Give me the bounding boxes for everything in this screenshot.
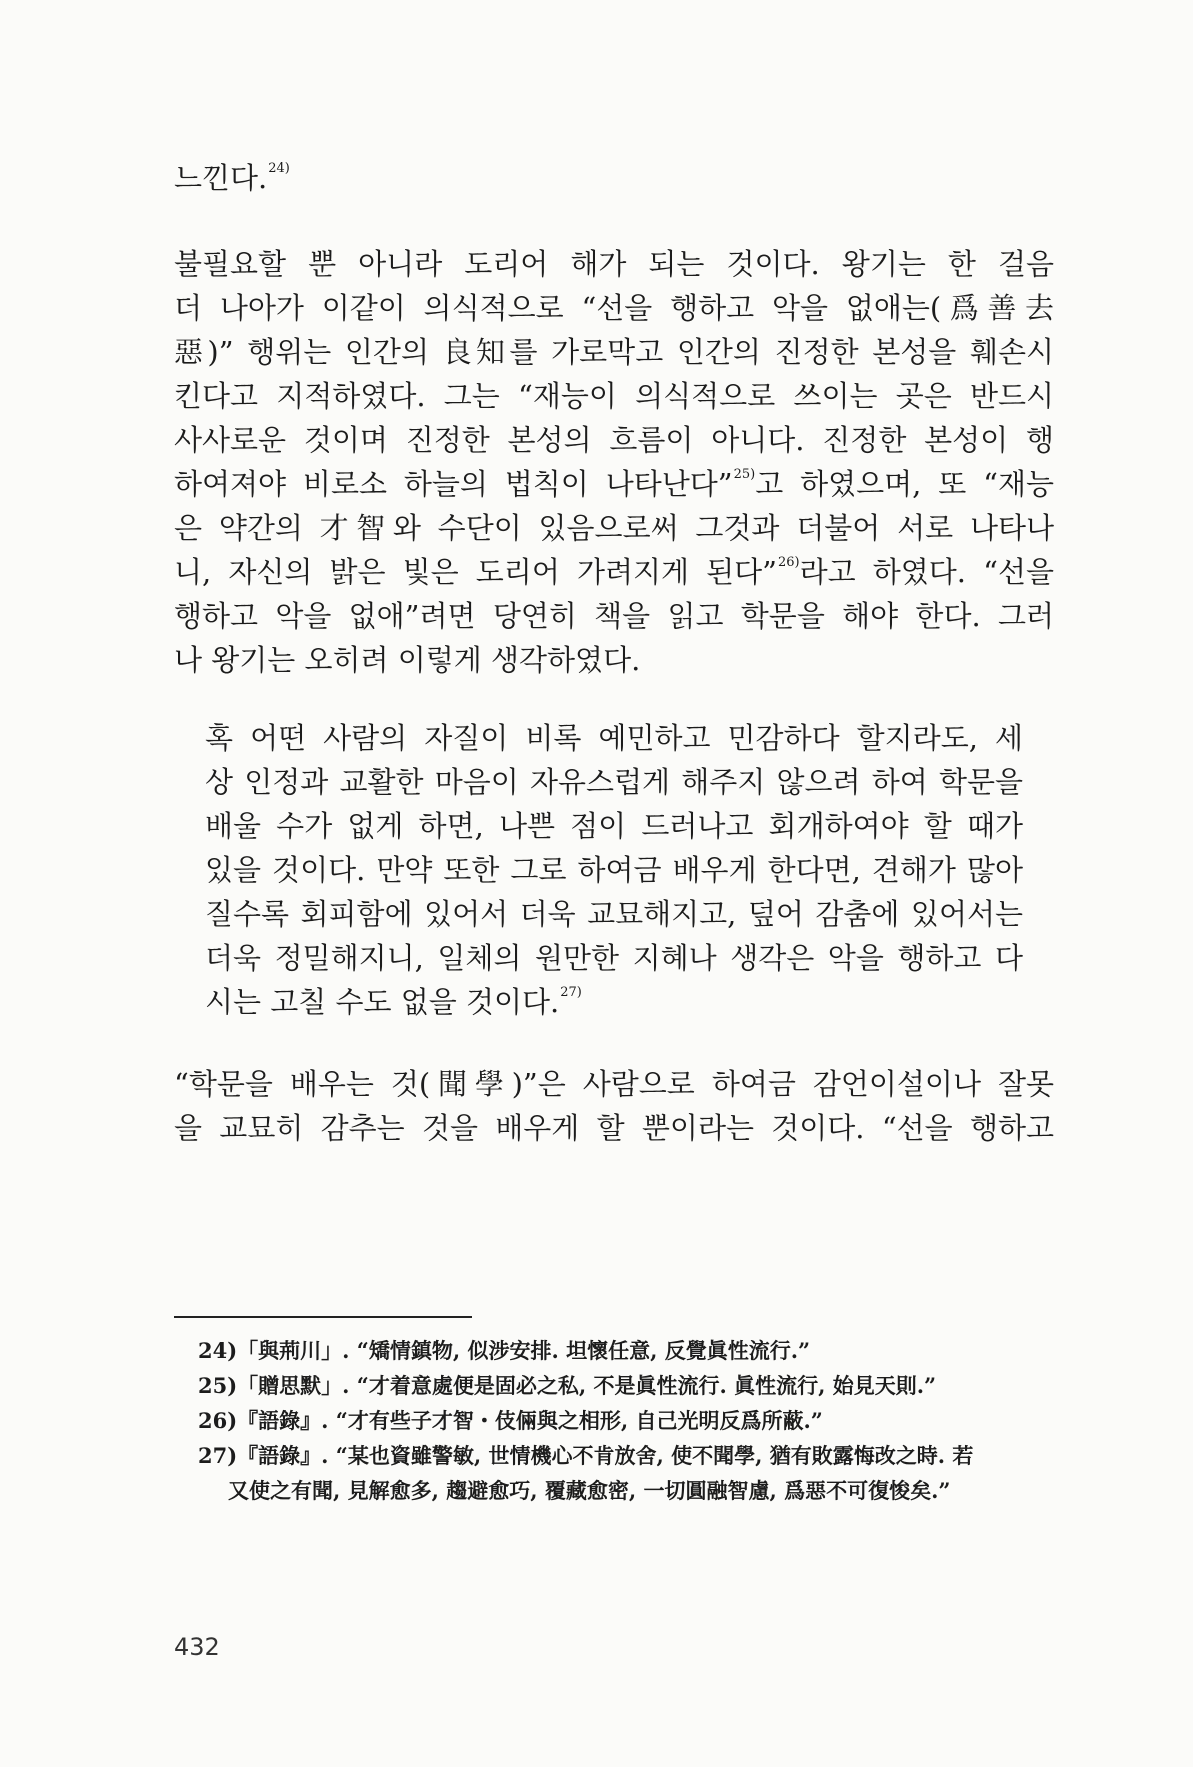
footnote-ref-26[interactable]: 26) bbox=[777, 555, 800, 570]
quote-line: 배울 수가 없게 하면, 나쁜 점이 드러나고 회개하여야 할 때가 bbox=[205, 809, 1023, 843]
footnote-26: 26)『語錄』. “才有些子才智・伎倆與之相形, 自己光明反爲所蔽.” bbox=[198, 1408, 823, 1433]
footnote-ref-25[interactable]: 25) bbox=[733, 467, 756, 482]
text-run: 니, 자신의 밝은 빛은 도리어 가려지게 된다” bbox=[174, 555, 777, 589]
page-number: 432 bbox=[174, 1633, 220, 1661]
footnote-27-continued: 又使之有聞, 見解愈多, 趨避愈巧, 覆藏愈密, 一切圓融智慮, 爲惡不可復悛矣.” bbox=[228, 1478, 951, 1503]
body-line: 킨다고 지적하였다. 그는 “재능이 의식적으로 쓰이는 곳은 반드시 bbox=[174, 379, 1054, 413]
body-line: “학문을 배우는 것(聞學)”은 사람으로 하여금 감언이설이나 잘못 bbox=[174, 1067, 1054, 1101]
paragraph-fragment bbox=[174, 158, 1054, 198]
body-line: 행하고 악을 없애”려면 당연히 책을 읽고 학문을 해야 한다. 그러 bbox=[174, 599, 1054, 633]
text-run: 느낀다. bbox=[174, 161, 268, 195]
footnote-24: 24)「與荊川」. “矯情鎮物, 似涉安排. 坦懷任意, 反覺眞性流行.” bbox=[198, 1338, 811, 1363]
text-run: 라고 하였다. “선을 bbox=[799, 555, 1054, 589]
quote-line bbox=[205, 982, 1023, 1022]
body-line bbox=[174, 464, 1054, 504]
quote-line: 있을 것이다. 만약 또한 그로 하여금 배우게 한다면, 견해가 많아 bbox=[205, 853, 1023, 887]
body-line: 사사로운 것이며 진정한 본성의 흐름이 아니다. 진정한 본성이 행 bbox=[174, 423, 1054, 457]
body-line: 나 왕기는 오히려 이렇게 생각하였다. bbox=[174, 643, 641, 677]
quote-line: 혹 어떤 사람의 자질이 비록 예민하고 민감하다 할지라도, 세 bbox=[205, 721, 1023, 755]
text-run: 하여져야 비로소 하늘의 법칙이 나타난다” bbox=[174, 467, 733, 501]
quote-line: 질수록 회피함에 있어서 더욱 교묘해지고, 덮어 감춤에 있어서는 bbox=[205, 897, 1023, 931]
body-line: 더 나아가 이같이 의식적으로 “선을 행하고 악을 없애는(爲善去 bbox=[174, 291, 1054, 325]
footnote-25: 25)「贈思默」. “才着意處便是固必之私, 不是眞性流行. 眞性流行, 始見天則.” bbox=[198, 1373, 937, 1398]
body-line: 불필요할 뿐 아니라 도리어 해가 되는 것이다. 왕기는 한 걸음 bbox=[174, 247, 1054, 281]
text-run: 고 하였으며, 또 “재능 bbox=[755, 467, 1055, 501]
quote-line: 더욱 정밀해지니, 일체의 원만한 지혜나 생각은 악을 행하고 다 bbox=[205, 941, 1023, 975]
body-line: 惡)” 행위는 인간의 良知를 가로막고 인간의 진정한 본성을 훼손시 bbox=[174, 335, 1054, 369]
quote-line: 상 인정과 교활한 마음이 자유스럽게 해주지 않으려 하여 학문을 bbox=[205, 765, 1023, 799]
footnote-27: 27)『語錄』. “某也資雖警敏, 世情機心不肯放舍, 使不聞學, 猶有敗露悔改之時. 若 bbox=[198, 1443, 974, 1468]
body-line: 은 약간의 才智와 수단이 있음으로써 그것과 더불어 서로 나타나 bbox=[174, 511, 1054, 545]
text-run: 시는 고칠 수도 없을 것이다. bbox=[205, 985, 560, 1019]
body-line bbox=[174, 552, 1054, 592]
footnote-ref-27[interactable]: 27) bbox=[560, 985, 582, 1000]
footnote-ref-24[interactable]: 24) bbox=[268, 161, 290, 176]
footnote-divider bbox=[174, 1316, 472, 1318]
body-line: 을 교묘히 감추는 것을 배우게 할 뿐이라는 것이다. “선을 행하고 bbox=[174, 1111, 1054, 1145]
